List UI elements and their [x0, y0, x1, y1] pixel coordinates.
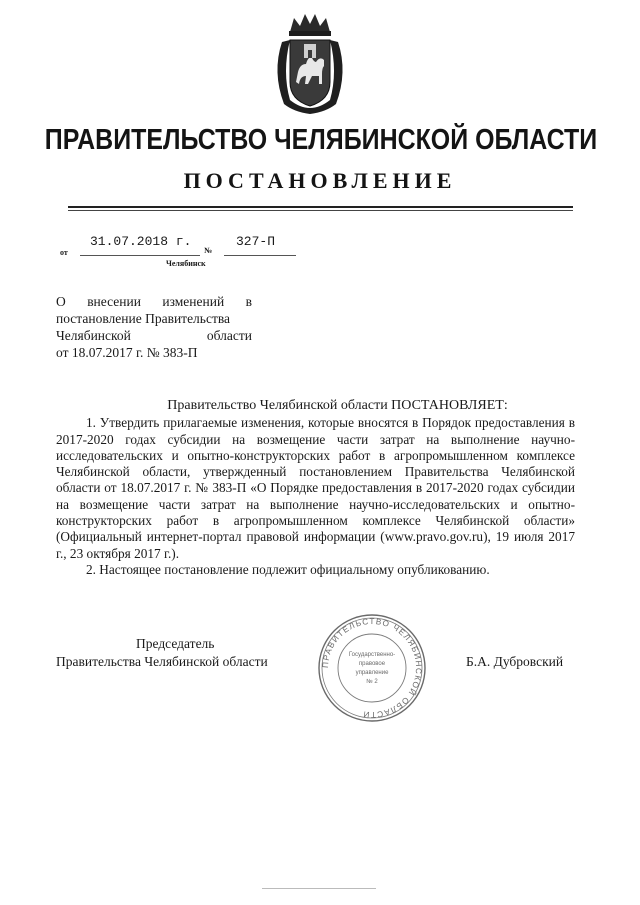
number-underline	[224, 255, 296, 256]
resolution-item-2: 2. Настоящее постановление подлежит официальному опубликованию.	[86, 561, 490, 577]
seal-inner-line: Государственно-	[348, 652, 396, 658]
seal-inner-line: № 2	[366, 679, 378, 685]
document-number: 327-П	[236, 234, 276, 249]
government-title: ПРАВИТЕЛЬСТВО ЧЕЛЯБИНСКОЙ ОБЛАСТИ	[44, 124, 598, 156]
signer-position-line-1: Председатель	[136, 636, 215, 651]
subject-word: Челябинской	[56, 328, 131, 343]
subject-word: в	[245, 294, 252, 309]
signer-name: Б.А. Дубровский	[466, 654, 564, 669]
subject-line-2: постановление Правительства	[56, 311, 231, 326]
svg-text:ПРАВИТЕЛЬСТВО ЧЕЛЯБИНСКОЙ ОБЛА	[321, 617, 423, 719]
seal-inner-line: управление	[355, 670, 389, 676]
resolution-body	[56, 398, 575, 578]
signer-position-line-2: Правительства Челябинской области	[56, 654, 268, 669]
city-label: Челябинск	[166, 259, 206, 268]
subject-line-1	[56, 293, 252, 310]
document-date: 31.07.2018 г.	[90, 234, 192, 249]
subject-word: внесении	[87, 294, 141, 309]
document-subject	[56, 293, 252, 361]
subject-line-3	[56, 327, 252, 344]
date-prefix-label: от	[60, 248, 68, 257]
subject-word: области	[206, 328, 252, 343]
number-prefix-label: №	[204, 246, 213, 255]
header-rule-thin	[68, 210, 573, 211]
resolution-item-1: 1. Утвердить прилагаемые изменения, которые вносятся в Порядок предоставления в 2017-2020 годах субсидии на возмещение части затрат на выполнение научно-исследовательских и опытно-конструкторских работ в агропромышленном комплексе Челябинской области, утвержденный постановлением Правительства Челябинской области от 18.07.2017 г. № 383-П «О Порядке предоставления в 2017-2020 годах субсидии на возмещение части затрат на выполнение научно-исследовательских и опытно-конструкторских работ в агропромышленном комплексе Челябинской области» (Официальный интернет-портал правовой информации (www.pravo.gov.ru), 19 июля 2017 г., 23 октября 2017 г.).	[56, 415, 575, 561]
seal-inner-line: правовое	[358, 661, 386, 667]
official-seal-stamp	[316, 612, 428, 724]
subject-word: изменений	[162, 294, 225, 309]
document-type-heading: ПОСТАНОВЛЕНИЕ	[183, 168, 457, 193]
subject-word: О	[56, 294, 66, 309]
footer-mark	[262, 888, 376, 889]
coat-of-arms-emblem	[268, 12, 352, 116]
header-rule-thick	[68, 206, 573, 208]
date-underline	[80, 255, 200, 256]
resolution-intro: Правительство Челябинской области ПОСТАНОВЛЯЕТ:	[167, 398, 508, 413]
seal-outer-text: ПРАВИТЕЛЬСТВО ЧЕЛЯБИНСКОЙ ОБЛАСТИ	[320, 616, 424, 720]
subject-line-4: от 18.07.2017 г. № 383-П	[56, 345, 198, 360]
